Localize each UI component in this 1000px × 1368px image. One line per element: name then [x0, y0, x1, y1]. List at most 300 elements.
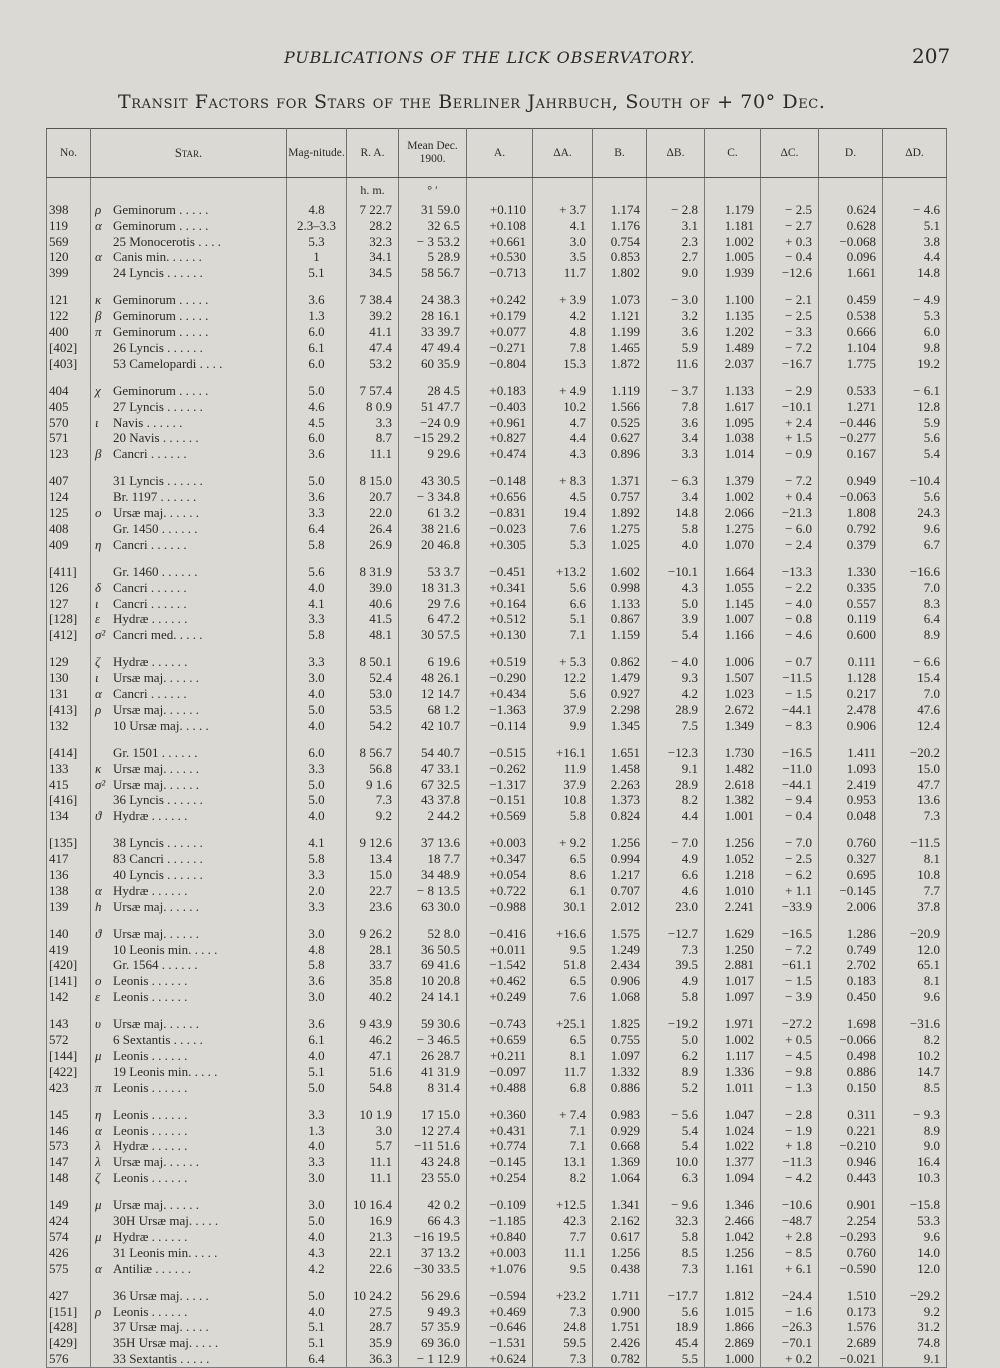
cell-b: 0.525	[593, 415, 647, 431]
cell-a: −0.151	[467, 792, 533, 808]
cell-star	[91, 883, 287, 899]
cell-dc: − 4.6	[761, 627, 819, 643]
cell-dc: − 2.8	[761, 1107, 819, 1123]
cell-db: 9.1	[647, 761, 705, 777]
cell-dd: 7.0	[883, 686, 947, 702]
cell-star	[91, 1080, 287, 1096]
cell-c: 2.037	[705, 356, 761, 372]
cell-d: 0.450	[819, 989, 883, 1005]
cell-star	[91, 1170, 287, 1186]
cell-mag: 3.6	[287, 446, 347, 462]
cell-a: +0.011	[467, 942, 533, 958]
cell-a: −0.109	[467, 1197, 533, 1213]
star-name: Gr. 1460 . . . . . .	[113, 563, 198, 579]
cell-dec: 36 50.5	[399, 942, 467, 958]
cell-no: [128]	[47, 611, 91, 627]
cell-star	[91, 1213, 287, 1229]
cell-dc: + 1.5	[761, 430, 819, 446]
cell-dec: −15 29.2	[399, 430, 467, 446]
cell-dec: 24 38.3	[399, 292, 467, 308]
cell-dc: −11.3	[761, 1154, 819, 1170]
cell-db: − 5.6	[647, 1107, 705, 1123]
cell-dec: 9 29.6	[399, 446, 467, 462]
star-greek-letter: σ²	[95, 627, 106, 643]
cell-c: 1.014	[705, 446, 761, 462]
cell-da: 7.3	[533, 1304, 593, 1320]
star-greek-letter: α	[95, 686, 102, 702]
cell-d: 1.271	[819, 399, 883, 415]
cell-db: 45.4	[647, 1335, 705, 1351]
cell-star	[91, 356, 287, 372]
cell-dd: 10.8	[883, 867, 947, 883]
cell-a: +0.434	[467, 686, 533, 702]
cell-da: 4.3	[533, 446, 593, 462]
table-row	[47, 1138, 947, 1154]
cell-a: −1.531	[467, 1335, 533, 1351]
cell-c: 1.002	[705, 1032, 761, 1048]
cell-dc: − 8.3	[761, 718, 819, 734]
col-header-delta-d: ΔD.	[883, 129, 947, 178]
cell-b: 1.068	[593, 989, 647, 1005]
cell-dc: + 1.1	[761, 883, 819, 899]
col-header-b: B.	[593, 129, 647, 178]
cell-d: 1.128	[819, 670, 883, 686]
cell-dd: −10.4	[883, 473, 947, 489]
cell-b: 0.906	[593, 973, 647, 989]
star-name: Ursæ maj. . . . . .	[113, 670, 199, 686]
group-spacer	[47, 733, 947, 745]
star-name: Cancri . . . . . .	[113, 536, 187, 552]
cell-da: 7.6	[533, 521, 593, 537]
cell-no: 136	[47, 867, 91, 883]
cell-dec: 43 37.8	[399, 792, 467, 808]
table-row	[47, 1064, 947, 1080]
cell-b: 0.862	[593, 654, 647, 670]
cell-no: 119	[47, 218, 91, 234]
cell-star	[91, 537, 287, 553]
star-greek-letter: η	[95, 1106, 102, 1122]
cell-db: 5.9	[647, 340, 705, 356]
cell-c: 1.001	[705, 808, 761, 824]
cell-dec: 51 47.7	[399, 399, 467, 415]
cell-db: 4.9	[647, 973, 705, 989]
cell-d: −0.145	[819, 883, 883, 899]
table-row	[47, 851, 947, 867]
table-row	[47, 654, 947, 670]
cell-c: 1.010	[705, 883, 761, 899]
cell-dc: −24.4	[761, 1288, 819, 1304]
cell-b: 2.298	[593, 702, 647, 718]
cell-b: 1.249	[593, 942, 647, 958]
star-name: Leonis . . . . . .	[113, 1047, 188, 1063]
cell-ra: 27.5	[347, 1304, 399, 1320]
star-greek-letter: η	[95, 536, 102, 552]
cell-no: 570	[47, 415, 91, 431]
cell-d: 1.286	[819, 926, 883, 942]
cell-dd: 8.5	[883, 1080, 947, 1096]
cell-a: −0.416	[467, 926, 533, 942]
cell-db: −17.7	[647, 1288, 705, 1304]
cell-no: 132	[47, 718, 91, 734]
star-name: Hydræ . . . . . .	[113, 1138, 188, 1154]
cell-ra: 9 43.9	[347, 1016, 399, 1032]
cell-star	[91, 399, 287, 415]
cell-ra: 40.2	[347, 989, 399, 1005]
table-row	[47, 596, 947, 612]
cell-c: 1.256	[705, 835, 761, 851]
table-row	[47, 249, 947, 265]
cell-db: 5.8	[647, 521, 705, 537]
cell-b: 1.602	[593, 564, 647, 580]
star-name: 37 Ursæ maj. . . . .	[113, 1319, 209, 1335]
cell-a: +0.305	[467, 537, 533, 553]
cell-dd: −11.5	[883, 835, 947, 851]
cell-star	[91, 265, 287, 281]
cell-dec: 18 7.7	[399, 851, 467, 867]
cell-dd: 9.6	[883, 521, 947, 537]
cell-no: 419	[47, 942, 91, 958]
cell-d: 0.953	[819, 792, 883, 808]
cell-star	[91, 1288, 287, 1304]
cell-c: 2.869	[705, 1335, 761, 1351]
cell-dd: 24.3	[883, 505, 947, 521]
cell-d: 0.173	[819, 1304, 883, 1320]
cell-dc: −27.2	[761, 1016, 819, 1032]
cell-dd: 4.4	[883, 249, 947, 265]
cell-d: 0.760	[819, 1245, 883, 1261]
cell-b: 1.256	[593, 835, 647, 851]
cell-star	[91, 989, 287, 1005]
cell-dec: 2 44.2	[399, 808, 467, 824]
cell-ra: 34.5	[347, 265, 399, 281]
cell-mag: 6.1	[287, 1032, 347, 1048]
cell-dc: −44.1	[761, 702, 819, 718]
table-row	[47, 1197, 947, 1213]
star-greek-letter: α	[95, 1122, 102, 1138]
cell-b: 1.025	[593, 537, 647, 553]
cell-star	[91, 851, 287, 867]
cell-dd: 5.9	[883, 415, 947, 431]
star-greek-letter: ζ	[95, 654, 101, 670]
cell-dd: 9.0	[883, 1138, 947, 1154]
star-greek-letter: υ	[95, 1016, 101, 1032]
cell-d: 0.533	[819, 383, 883, 399]
star-name: Ursæ maj. . . . . .	[113, 760, 199, 776]
cell-b: 0.853	[593, 249, 647, 265]
cell-mag: 5.1	[287, 1335, 347, 1351]
cell-mag: 6.0	[287, 745, 347, 761]
cell-no: [135]	[47, 835, 91, 851]
cell-c: 1.202	[705, 324, 761, 340]
cell-star	[91, 340, 287, 356]
star-name: Gr. 1501 . . . . . .	[113, 744, 198, 760]
cell-no: 142	[47, 989, 91, 1005]
cell-star	[91, 973, 287, 989]
cell-dec: −24 0.9	[399, 415, 467, 431]
cell-star	[91, 1261, 287, 1277]
cell-db: 23.0	[647, 899, 705, 915]
cell-ra: 28.1	[347, 942, 399, 958]
cell-d: 0.666	[819, 324, 883, 340]
cell-da: 42.3	[533, 1213, 593, 1229]
cell-star	[91, 415, 287, 431]
cell-db: 5.2	[647, 1080, 705, 1096]
star-name: Leonis . . . . . .	[113, 1122, 188, 1138]
cell-star	[91, 383, 287, 399]
cell-a: +0.003	[467, 835, 533, 851]
cell-dd: 9.2	[883, 1304, 947, 1320]
page-number: 207	[912, 44, 951, 68]
cell-dec: 47 49.4	[399, 340, 467, 356]
cell-mag: 6.0	[287, 356, 347, 372]
cell-c: 1.179	[705, 202, 761, 218]
table-row	[47, 1048, 947, 1064]
cell-c: 1.349	[705, 718, 761, 734]
cell-a: +0.961	[467, 415, 533, 431]
cell-c: 1.250	[705, 942, 761, 958]
cell-ra: 53.0	[347, 686, 399, 702]
cell-b: 0.627	[593, 430, 647, 446]
cell-a: −0.097	[467, 1064, 533, 1080]
cell-star	[91, 611, 287, 627]
cell-d: 0.217	[819, 686, 883, 702]
group-spacer	[47, 462, 947, 474]
cell-dd: 9.6	[883, 989, 947, 1005]
cell-ra: 9 12.6	[347, 835, 399, 851]
cell-da: 9.5	[533, 1261, 593, 1277]
cell-da: 6.1	[533, 883, 593, 899]
cell-star	[91, 564, 287, 580]
cell-dec: 9 49.3	[399, 1304, 467, 1320]
cell-no: [412]	[47, 627, 91, 643]
cell-b: 0.755	[593, 1032, 647, 1048]
cell-dc: −21.3	[761, 505, 819, 521]
cell-no: 415	[47, 777, 91, 793]
cell-dc: + 0.5	[761, 1032, 819, 1048]
cell-b: 1.802	[593, 265, 647, 281]
cell-da: +23.2	[533, 1288, 593, 1304]
cell-no: 407	[47, 473, 91, 489]
col-header-d: D.	[819, 129, 883, 178]
cell-star	[91, 835, 287, 851]
cell-da: 10.8	[533, 792, 593, 808]
cell-mag: 5.6	[287, 564, 347, 580]
cell-c: 2.066	[705, 505, 761, 521]
cell-dd: 3.8	[883, 234, 947, 250]
cell-c: 1.042	[705, 1229, 761, 1245]
cell-a: −0.988	[467, 899, 533, 915]
header-row	[47, 129, 947, 178]
cell-b: 2.263	[593, 777, 647, 793]
cell-d: 0.111	[819, 654, 883, 670]
cell-ra: 20.7	[347, 489, 399, 505]
cell-star	[91, 867, 287, 883]
star-greek-letter: ι	[95, 670, 99, 686]
cell-no: [402]	[47, 340, 91, 356]
table-row	[47, 324, 947, 340]
star-name: 30H Ursæ maj. . . . .	[113, 1213, 219, 1229]
table-row	[47, 1261, 947, 1277]
cell-mag: 3.0	[287, 926, 347, 942]
cell-dc: −13.3	[761, 564, 819, 580]
cell-da: 8.2	[533, 1170, 593, 1186]
cell-b: 0.438	[593, 1261, 647, 1277]
cell-d: 1.510	[819, 1288, 883, 1304]
cell-ra: 41.1	[347, 324, 399, 340]
cell-dec: 6 47.2	[399, 611, 467, 627]
table-row	[47, 1016, 947, 1032]
cell-db: 7.3	[647, 1261, 705, 1277]
cell-dc: −12.6	[761, 265, 819, 281]
cell-dd: 12.4	[883, 718, 947, 734]
cell-ra: 16.9	[347, 1213, 399, 1229]
cell-a: +0.211	[467, 1048, 533, 1064]
cell-mag: 3.0	[287, 989, 347, 1005]
cell-dec: 68 1.2	[399, 702, 467, 718]
cell-da: 4.4	[533, 430, 593, 446]
cell-star	[91, 1016, 287, 1032]
group-spacer	[47, 824, 947, 836]
cell-dc: − 4.5	[761, 1048, 819, 1064]
cell-c: 1.379	[705, 473, 761, 489]
cell-d: 0.459	[819, 292, 883, 308]
cell-da: 19.4	[533, 505, 593, 521]
cell-dd: 7.0	[883, 580, 947, 596]
cell-no: 130	[47, 670, 91, 686]
cell-d: 0.167	[819, 446, 883, 462]
table-row	[47, 399, 947, 415]
cell-dec: 29 7.6	[399, 596, 467, 612]
cell-c: 2.241	[705, 899, 761, 915]
cell-ra: 13.4	[347, 851, 399, 867]
cell-dec: 59 30.6	[399, 1016, 467, 1032]
table-row	[47, 1319, 947, 1335]
cell-c: 1.218	[705, 867, 761, 883]
cell-c: 1.181	[705, 218, 761, 234]
star-greek-letter: ε	[95, 989, 101, 1005]
cell-dc: − 3.9	[761, 989, 819, 1005]
star-name: Ursæ maj. . . . . .	[113, 776, 199, 792]
cell-dec: 37 13.6	[399, 835, 467, 851]
star-greek-letter: ο	[95, 973, 102, 989]
cell-dc: −48.7	[761, 1213, 819, 1229]
cell-star	[91, 1107, 287, 1123]
cell-mag: 3.3	[287, 1154, 347, 1170]
cell-b: 1.479	[593, 670, 647, 686]
cell-d: −0.590	[819, 1261, 883, 1277]
cell-c: 1.002	[705, 234, 761, 250]
star-name: 36 Lyncis . . . . . .	[113, 792, 203, 808]
cell-dd: 65.1	[883, 957, 947, 973]
cell-mag: 3.3	[287, 867, 347, 883]
cell-d: 0.379	[819, 537, 883, 553]
cell-b: 1.119	[593, 383, 647, 399]
cell-ra: 39.0	[347, 580, 399, 596]
cell-c: 1.023	[705, 686, 761, 702]
cell-ra: 8 0.9	[347, 399, 399, 415]
cell-d: −0.210	[819, 1138, 883, 1154]
cell-da: 6.8	[533, 1080, 593, 1096]
cell-dd: 31.2	[883, 1319, 947, 1335]
cell-dd: 10.2	[883, 1048, 947, 1064]
cell-dec: 56 29.6	[399, 1288, 467, 1304]
cell-dd: 47.6	[883, 702, 947, 718]
star-name: Ursæ maj. . . . . .	[113, 1197, 199, 1213]
cell-a: +0.130	[467, 627, 533, 643]
cell-d: 2.254	[819, 1213, 883, 1229]
cell-da: 3.0	[533, 234, 593, 250]
cell-d: 1.775	[819, 356, 883, 372]
cell-da: 5.3	[533, 537, 593, 553]
cell-mag: 4.8	[287, 942, 347, 958]
table-row	[47, 430, 947, 446]
cell-a: +0.840	[467, 1229, 533, 1245]
cell-da: 11.7	[533, 265, 593, 281]
cell-b: 1.369	[593, 1154, 647, 1170]
cell-ra: 47.4	[347, 340, 399, 356]
cell-star	[91, 686, 287, 702]
cell-a: +0.659	[467, 1032, 533, 1048]
cell-mag: 5.8	[287, 627, 347, 643]
cell-db: − 3.7	[647, 383, 705, 399]
cell-b: 0.867	[593, 611, 647, 627]
cell-db: 6.6	[647, 867, 705, 883]
cell-b: 0.617	[593, 1229, 647, 1245]
cell-c: 1.005	[705, 249, 761, 265]
cell-no: 121	[47, 292, 91, 308]
cell-dc: − 0.9	[761, 446, 819, 462]
cell-c: 1.812	[705, 1288, 761, 1304]
cell-mag: 4.0	[287, 808, 347, 824]
cell-d: 0.557	[819, 596, 883, 612]
cell-dec: 42 10.7	[399, 718, 467, 734]
cell-star	[91, 430, 287, 446]
table-row	[47, 867, 947, 883]
cell-b: 0.983	[593, 1107, 647, 1123]
cell-dd: 5.3	[883, 308, 947, 324]
star-name: Leonis . . . . . .	[113, 1170, 188, 1186]
cell-da: 5.1	[533, 611, 593, 627]
cell-d: −0.021	[819, 1351, 883, 1367]
table-row	[47, 627, 947, 643]
cell-star	[91, 202, 287, 218]
cell-dc: − 7.2	[761, 340, 819, 356]
cell-d: −0.446	[819, 415, 883, 431]
cell-c: 1.022	[705, 1138, 761, 1154]
cell-db: 6.3	[647, 1170, 705, 1186]
cell-dd: 9.6	[883, 1229, 947, 1245]
cell-b: 1.199	[593, 324, 647, 340]
cell-ra: 34.1	[347, 249, 399, 265]
cell-mag: 1	[287, 249, 347, 265]
cell-dc: − 2.4	[761, 537, 819, 553]
cell-dd: 8.9	[883, 627, 947, 643]
cell-d: 1.330	[819, 564, 883, 580]
cell-b: 1.345	[593, 718, 647, 734]
cell-mag: 3.6	[287, 1016, 347, 1032]
cell-dec: 28 4.5	[399, 383, 467, 399]
cell-no: [420]	[47, 957, 91, 973]
cell-da: +13.2	[533, 564, 593, 580]
cell-dec: 38 21.6	[399, 521, 467, 537]
cell-db: 2.7	[647, 249, 705, 265]
cell-da: 7.1	[533, 627, 593, 643]
cell-ra: 8 15.0	[347, 473, 399, 489]
cell-star	[91, 1032, 287, 1048]
cell-dd: 53.3	[883, 1213, 947, 1229]
cell-dd: 13.6	[883, 792, 947, 808]
cell-no: 573	[47, 1138, 91, 1154]
